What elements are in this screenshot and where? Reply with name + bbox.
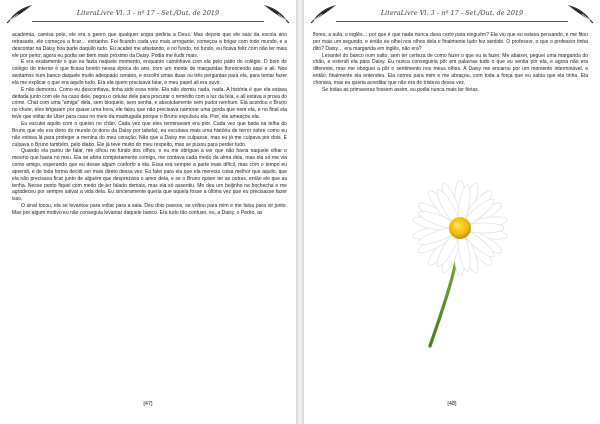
book-gutter xyxy=(296,0,304,424)
paragraph: academia, camisa polo, ele era o genro que qualquer sogra pediria a Deus. Mas depois que ele saiu da escola ano retrasado, ele começou a ficar… estranho. Foi ficando cada vez mais arrogante, começou a brigar com todo mundo, e a descontar na Daisy boa parte daquilo tudo. Eu acabei me afastando, e no fundo, no fundo, eu ficava feliz com não ter mais ele por perto; agora eu podia ser bem mais próximo da Daisy. Podia me iludir mais. xyxy=(12,32,287,59)
header-title: LiteraLivre Vl. 3 - nº 17 - Set./Out. de 2019 xyxy=(76,10,220,17)
paragraph: E era exatamente o que eu fazia naquele momento, enquanto caminhava com ela pelo pátio do colégio. O bom de colégio do interior é que ficava bonito nessa época do ano, com um monte de margaridas florescendo aqui e ali. Nos sentamos num banco daquele muito adequado cenário, e escolhi umas duas ou três perguntas para ela, para tentar fazer ela me explicar o que era aquilo tudo. Era ela quem precisava falar, o meu papel ali era ouvir. xyxy=(12,59,287,86)
daisy-flower-image xyxy=(368,180,528,350)
paragraph: Se todas as primaveras fossem assim, eu podia nunca mais ter férias. xyxy=(322,86,480,93)
right-page xyxy=(304,0,600,424)
left-page-header xyxy=(6,4,290,24)
paragraph: Quando ela parou de falar, me olhou no fundo dos olhos, e eu me obriguei a ver que não havia naquele olhar o mesmo que havia no meu. Ela se abria completamente comigo, me contava cada medo da alma dela, mas ela só me via como amigo, esperando que eu desse algum conforto a ela. Essa era sempre a parte mais difícil, mas com o tempo eu aprendi, e de toda forma decidi ser mais direto dessa vez. Eu falei para ela que ela merecia coisa melhor que aquilo, que ela não precisava ficar junto de alguém que desprezava o amor dela, e se o Bruno quiser ter as outras, então ele que as tenha. Nesse ponto fiquei com medo de ter falado demais, mas ela só assentiu. Me deu um beijinho na bochecha e me agradeceu por sempre salvar a vida dela. Eu sinceramente queria que aquela fosse a última vez que eu precisasse fazer isso. xyxy=(12,148,287,203)
left-page-body xyxy=(12,32,287,217)
paragraph: O sinal tocou, ela se levantou para voltar para a sala. Deu dois passos, se voltou para mim e me falou para vir junto. Mas por algum motivo eu não conseguia levantar daquele banco. Era tudo tão confuso, eu, a Daisy, o Pedro, as xyxy=(12,203,287,216)
paragraph: Eu escutei aquilo com o queixo no chão. Cada vez que eles terminavam era pior. Cada vez que batia na telha do Bruno que ele era dono do mundo (e dono da Daisy por tabela), eu escutava mais uma história de terror sobre como eu não estava lá para proteger a menina do meu coração. Não que a Daisy me culpasse, mas eu já me culpava por dois. E culpava o Bruno também, pelo diabo. Ele já teve muito do meu respeito, mas se puxou para perder tudo. xyxy=(12,120,287,148)
header-title: LiteraLivre Vl. 3 - nº 17 - Set./Out. de 2019 xyxy=(380,10,524,17)
paragraph: Levantei do banco num salto, sem ter certeza de como fazer o que eu ia fazer. Me abaixei, peguei uma margarida do chão, e estendi ela para Daisy. Eu nunca conseguiria pôr em palavras tudo o que eu sentia por ela, e agora não era diferente, mas me obriguei a pôr o sentimento nos meus olhos. A Daisy me encarou por um momento interminável, e então, finalmente ela entendeu. Ela correu para mim e me abraçou, com toda a força que eu sabia que ela tinha. Ela chorava, mas eu queria acreditar que não era de tristeza dessa vez. xyxy=(313,52,588,86)
paragraph: flores, a aula, o inglês… por que é que nada nunca dava certo para ninguém? Ela viu que eu estava pensando, e me fitou por mais um segundo, e então eu olhei nos olhos dela e finalmente tudo fez sentido. O professor, o que o professor tinha dito? Daisy… era margarida em inglês, não era? xyxy=(313,32,588,52)
paragraph: E não demorou. Como eu desconfiava, tinha sido essa noite. Ela não dormiu nada, nada. A história é que ela estava deitada junto com ele na casa dele, pegou o celular dele para procurar o remédio com a luz da tela, e ali estava a prova do crime. Chat com uma “amiga” dela, sem bloqueio, sem senha, e absolutamente sem pudor nenhum. Ela acordou o Bruno no chute, eles brigaram por quase uma hora, ele falou que não precisava namorar uma gorda que nem ela, e no final ela teve que voltar de Uber para casa no meio da madrugada porque o Bruno expulsou ela. Pior, ele ameaçou ela. xyxy=(12,86,287,121)
right-page-header xyxy=(310,4,594,24)
page-number: [48] xyxy=(447,401,457,407)
quill-pen-icon xyxy=(566,4,594,24)
page-number: [47] xyxy=(143,401,153,407)
left-page xyxy=(0,0,296,424)
header-rule xyxy=(32,21,264,22)
right-page-body xyxy=(313,32,588,94)
quill-pen-icon xyxy=(262,4,290,24)
header-rule xyxy=(336,21,568,22)
